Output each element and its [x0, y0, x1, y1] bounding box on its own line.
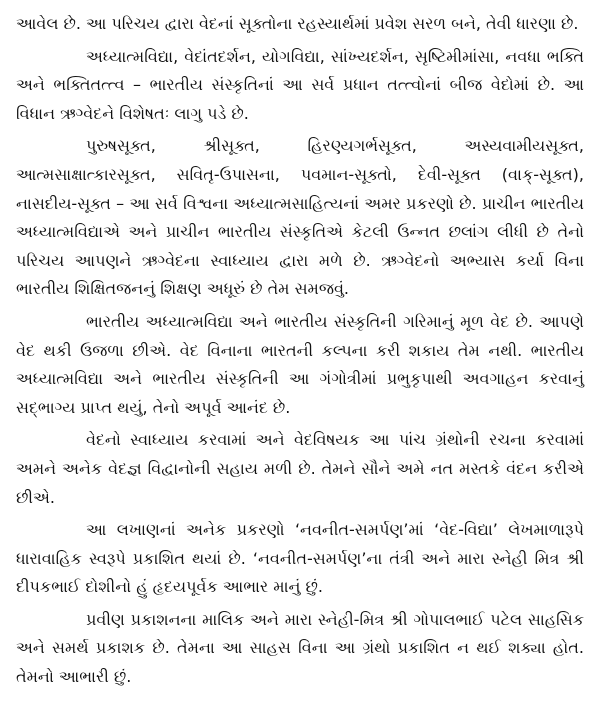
paragraph-garima: ભારતીય અધ્યાત્મવિદ્યા અને ભારતીય સંસ્કૃતિની ગરિમાનું મૂળ વેદ છે. આપણે વેદ થકી ઉજળા છીએ. વેદ વિનાના ભારતની કલ્પના કરી શકાય તેમ નથી. ભારતીય અધ્યાત્મવિદ્યા અને ભારતીય સંસ્કૃતિની આ ગંગોત્રીમાં પ્રભુકૃપાથી અવગાહન કરવાનું સદ્ભાગ્ય પ્રાપ્ત થયું, તેનો અપૂર્વ આનંદ છે. — [16, 311, 584, 417]
paragraph-pravin: પ્રવીણ પ્રકાશનના માલિક અને મારા સ્નેહી-મિત્ર શ્રી ગોપાલભાઈ પટેલ સાહસિક અને સમર્થ પ્રકાશક છે. તેમના આ સાહસ વિના આ ગ્રંથો પ્રકાશિત ન થઈ શક્યા હોત. તેમનો આભારી છું. — [16, 609, 584, 687]
paragraph-swadhyay: વેદનો સ્વાધ્યાય કરવામાં અને વેદવિષયક આ પાંચ ગ્રંથોની રચના કરવામાં અમને અનેક વેદજ્ઞ વિદ્વાનોની સહાય મળી છે. તેમને સૌને અમે નત મસ્તકે વંદન કરીએ છીએ. — [16, 430, 584, 507]
paragraph-continuation: આવેલ છે. આ પરિચય દ્વારા વેદનાં સૂક્તોના રહસ્યાર્થમાં પ્રવેશ સરળ બને, તેવી ધારણા છે. — [16, 14, 579, 33]
paragraph-suktas: પુરુષસૂક્ત, શ્રીસૂક્ત, હિરણ્યગર્ભસૂક્ત, અસ્યવામીયસૂક્ત, આત્મસાક્ષાત્કારસૂક્ત, સવિતૃ-ઉપાસના, પવમાન-સૂક્તો, દેવી-સૂક્ત (વાક્-સૂક્ત), નાસદીય-સૂક્ત – આ સર્વ વિશ્વના અધ્યાત્મસાહિત્યનાં અમર પ્રકરણો છે. પ્રાચીન ભારતીય અધ્યાત્મવિદ્યાએ અને પ્રાચીન ભારતીય સંસ્કૃતિએ કેટલી ઉન્નત છલાંગ લીધી છે તેનો પરિચય આપણને ઋગ્વેદના સ્વાધ્યાય દ્વારા મળે છે. ઋગ્વેદનો અભ્યાસ કર્યા વિના ભારતીય શિક્ષિતજનનું શિક્ષણ અધૂરું છે તેમ સમજવું. — [16, 136, 584, 299]
paragraph-navneet: આ લખાણનાં અનેક પ્રકરણો ‘નવનીત-સમર્પણ’માં ‘વેદ-વિદ્યા’ લેખમાળારૂપે ધારાવાહિક સ્વરૂપે પ્રકાશિત થયાં છે. ‘નવનીત-સમર્પણ’ના તંત્રી અને મારા સ્નેહી મિત્ર શ્રી દીપકભાઈ દોશીનો હું હૃદયપૂર્વક આભાર માનું છું. — [16, 520, 584, 597]
paragraph-adhyatma: અધ્યાત્મવિદ્યા, વેદાંતદર્શન, યોગવિદ્યા, સાંખ્યદર્શન, સૃષ્ટિમીમાંસા, નવધા ભક્તિ અને ભક્તિતત્ત્વ – ભારતીય સંસ્કૃતિનાં આ સર્વ પ્રધાન તત્ત્વોનાં બીજ વેદોમાં છે. આ વિધાન ઋગ્વેદને વિશેષતઃ લાગુ પડે છે. — [16, 46, 584, 123]
